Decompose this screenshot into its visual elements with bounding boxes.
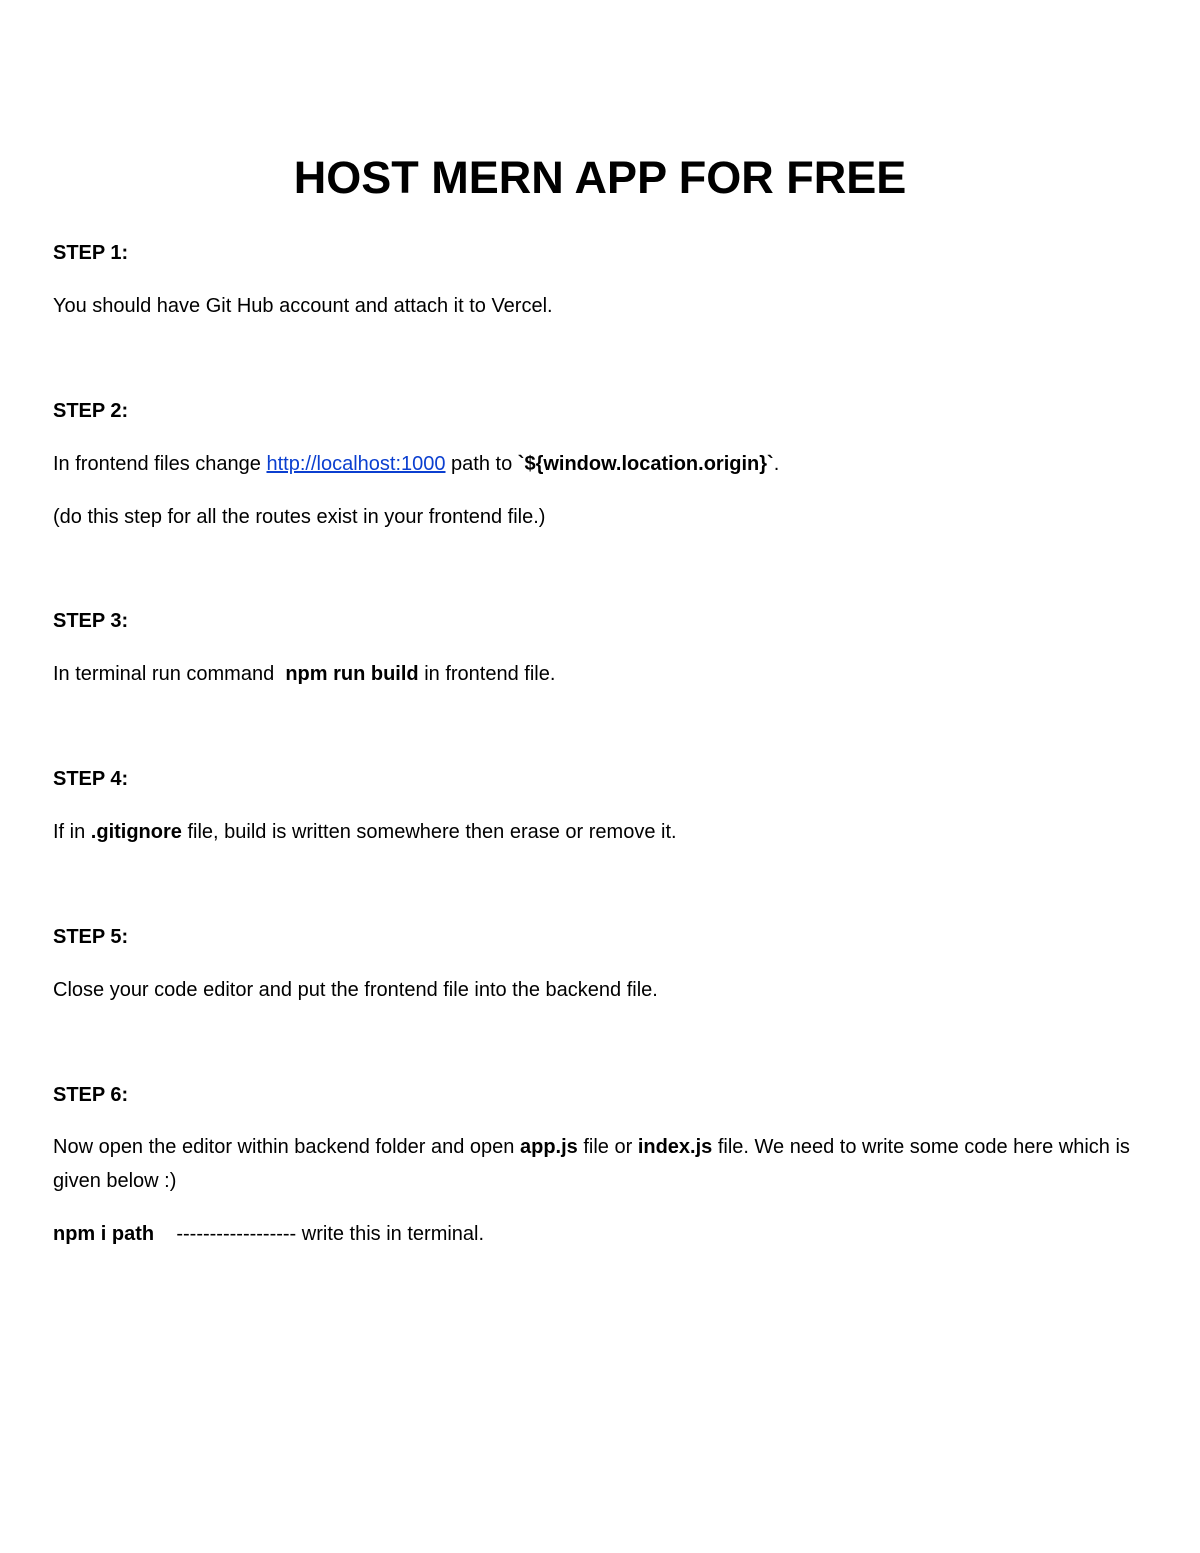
- window-origin-code: `${window.location.origin}`: [517, 453, 774, 475]
- step-3-text-after: in frontend file.: [418, 663, 556, 685]
- npm-build-command: npm run build: [285, 663, 419, 685]
- step-3-heading: STEP 3:: [53, 610, 129, 632]
- step-2-text: [53, 447, 1153, 481]
- step-1-heading: STEP 1:: [53, 242, 129, 264]
- step-4-heading: STEP 4:: [53, 768, 129, 790]
- step-3-text-before: In terminal run command: [53, 663, 286, 685]
- step-6-heading: STEP 6:: [53, 1084, 129, 1106]
- step-6-text: [53, 1130, 1153, 1198]
- localhost-link[interactable]: http://localhost:1000: [266, 453, 446, 475]
- step-2-heading: STEP 2:: [53, 400, 129, 422]
- step-6-text-before: Now open the editor within backend folder and open: [53, 1136, 520, 1158]
- step-4-text-after: file, build is written somewhere then erase or remove it.: [181, 821, 677, 843]
- step-1-text: You should have Git Hub account and attach it to Vercel.: [53, 295, 553, 317]
- index-js-file: index.js: [637, 1136, 713, 1158]
- step-2-text-end: .: [773, 453, 780, 475]
- step-4-text: [53, 815, 1153, 849]
- step-2-text-after: path to: [445, 453, 518, 475]
- step-6-text-mid: file or: [577, 1136, 638, 1158]
- gitignore-file: .gitignore: [90, 821, 182, 843]
- step-2-text-before: In frontend files change: [53, 453, 267, 475]
- document-title: HOST MERN APP FOR FREE: [293, 152, 907, 203]
- app-js-file: app.js: [519, 1136, 578, 1158]
- step-5-heading: STEP 5:: [53, 926, 129, 948]
- step-5-text: Close your code editor and put the frontend file into the backend file.: [53, 979, 658, 1001]
- step-2-note: (do this step for all the routes exist in your frontend file.): [53, 506, 546, 528]
- step-4-text-before: If in: [53, 821, 91, 843]
- step-6-command-suffix: ------------------ write this in terminal.: [154, 1223, 485, 1245]
- step-6-text-after: file. We need to write some code here which is given below :): [53, 1136, 1130, 1192]
- step-6-command-line: [53, 1217, 1153, 1251]
- npm-path-command: npm i path: [53, 1223, 155, 1245]
- step-3-text: [53, 657, 1153, 691]
